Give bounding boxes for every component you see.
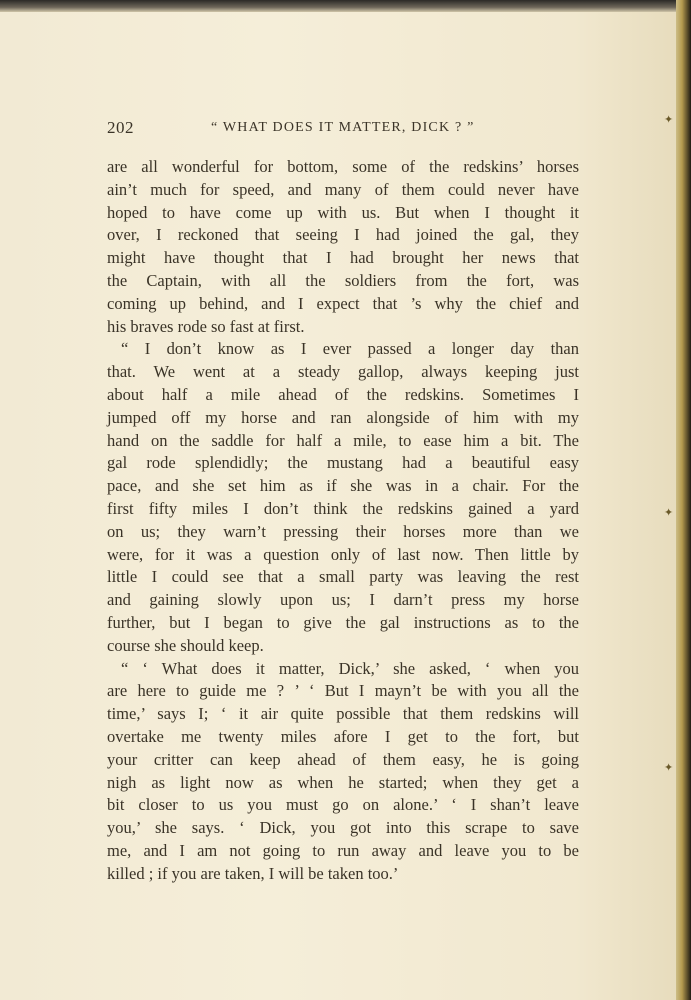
- binding-mark-icon: ✦: [664, 507, 674, 519]
- text-line: “ I don’t know as I ever passed a longer day than: [121, 339, 579, 359]
- text-line: little I could see that a small party was leaving the rest: [107, 567, 579, 587]
- text-line: and gaining slowly upon us; I darn’t press my horse: [107, 590, 579, 610]
- body-text: [107, 156, 579, 886]
- page-header: [107, 118, 577, 140]
- text-line: were, for it was a question only of last now. Then little by: [107, 544, 579, 564]
- text-line: time,’ says I; ‘ it air quite possible that them redskins will: [107, 704, 579, 724]
- text-line: nigh as light now as when he started; when they get a: [107, 772, 579, 792]
- text-line: jumped off my horse and ran alongside of him with my: [107, 407, 579, 427]
- text-line: on us; they warn’t pressing their horses more than we: [107, 521, 579, 541]
- text-line: your critter can keep ahead of them easy, he is going: [107, 749, 579, 769]
- text-line: first fifty miles I don’t think the redskins gained a yard: [107, 498, 579, 518]
- text-line: are all wonderful for bottom, some of the redskins’ horses: [107, 157, 579, 176]
- text-line: “ ‘ What does it matter, Dick,’ she asked, ‘ when you: [121, 658, 579, 678]
- binding-mark-icon: ✦: [664, 762, 674, 774]
- page-top-edge: [0, 0, 691, 12]
- text-line: overtake me twenty miles afore I get to the fort, but: [107, 726, 579, 746]
- text-line: coming up behind, and I expect that ’s why the chief and: [107, 293, 579, 313]
- text-line: the Captain, with all the soldiers from the fort, was: [107, 270, 579, 290]
- text-line: that. We went at a steady gallop, always keeping just: [107, 362, 579, 382]
- book-spine-edge: [676, 0, 691, 1000]
- text-line: you,’ she says. ‘ Dick, you got into this scrape to save: [107, 818, 579, 838]
- text-line: pace, and she set him as if she was in a chair. For the: [107, 476, 579, 496]
- text-line: me, and I am not going to run away and leave you to be: [107, 840, 579, 860]
- text-line: about half a mile ahead of the redskins. Sometimes I: [107, 384, 579, 404]
- running-title: “ WHAT DOES IT MATTER, DICK ? ”: [211, 120, 475, 135]
- text-line: over, I reckoned that seeing I had joined the gal, they: [107, 225, 579, 245]
- text-line: gal rode splendidly; the mustang had a beautiful easy: [107, 453, 579, 473]
- text-line: hand on the saddle for half a mile, to ease him a bit. The: [107, 430, 579, 450]
- text-line: his braves rode so fast at first.: [107, 316, 305, 336]
- text-line: are here to guide me ? ’ ‘ But I mayn’t be with you all the: [107, 681, 579, 701]
- text-line: killed ; if you are taken, I will be taken too.’: [107, 863, 399, 883]
- text-line: course she should keep.: [107, 635, 264, 655]
- binding-mark-icon: ✦: [664, 114, 674, 126]
- page-number: 202: [107, 118, 134, 137]
- text-line: bit closer to us you must go on alone.’ ‘ I shan’t leave: [107, 795, 579, 815]
- text-line: hoped to have come up with us. But when I thought it: [107, 202, 579, 222]
- text-line: might have thought that I had brought her news that: [107, 248, 579, 268]
- text-line: further, but I began to give the gal instructions as to the: [107, 612, 579, 632]
- text-line: ain’t much for speed, and many of them could never have: [107, 179, 579, 199]
